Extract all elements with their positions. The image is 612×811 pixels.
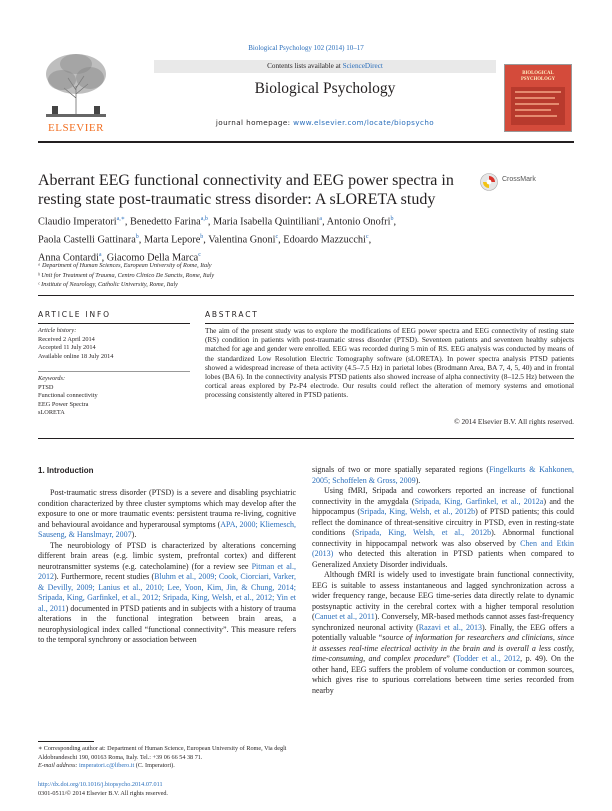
affiliations [38, 261, 574, 290]
accepted-date: Accepted 11 July 2014 [38, 344, 96, 351]
doi-link[interactable]: http://dx.doi.org/10.1016/j.biopsycho.2014.07.011 [38, 781, 163, 788]
text-run: The neurobiology of PTSD is characterized by alterations concerning different brain areas (e.g. limbic system, prefrontal cortex) and different neurotransmitter systems (e.g. catecholamine) (for a review see [38, 540, 296, 571]
citation-link[interactable]: Chen and Etkin (2013) [312, 538, 574, 558]
received-date: Received 2 April 2014 [38, 335, 95, 343]
text-run: ) and the hippocampus ( [312, 496, 574, 516]
author-name: Maria Isabella Quintiliani [213, 216, 320, 228]
text-run: Although fMRI is widely used to investigate brain functional connectivity, EEG is suitable to assess instantaneous and lagged synchronization across a wider frequency range, because EEG time-series data directly relate to dynamic postsynaptic activity in the cerebral cortex with a higher temporal resolution ( [312, 570, 574, 621]
header-divider [38, 141, 574, 143]
paragraph [312, 465, 574, 486]
citation-link[interactable]: Todder et al., 2012 [455, 654, 521, 663]
keyword-item: EEG Power Spectra [38, 400, 89, 408]
author-name: Marta Lepore [143, 234, 201, 246]
issn-line: 0301-0511/© 2014 Elsevier B.V. All rights reserved. [38, 789, 168, 797]
keyword-item: sLORETA [38, 409, 65, 416]
article-title [38, 171, 468, 209]
cover-title: BIOLOGICAL PSYCHOLOGY [520, 71, 556, 82]
divider [38, 295, 574, 296]
author-affiliation-mark[interactable]: c [198, 251, 201, 258]
text-run: ). [131, 530, 137, 539]
keywords [38, 375, 193, 418]
author-affiliation-mark[interactable]: b [390, 216, 394, 222]
divider [38, 371, 190, 372]
citation-link[interactable]: Pitman et al., 2012 [38, 561, 297, 581]
citation-link[interactable]: Sripada, King, Welsh, et al., 2012b [360, 507, 476, 516]
contents-prefix: Contents lists available at [267, 62, 343, 70]
crossmark-badge[interactable] [480, 173, 554, 193]
author-list: Claudio Imperatori$^{a,∗}$, Benedetto Farina$^{a,b}$, Maria Isabella Quintiliani$^a$, Antonio Onofri$^b$, Paola Castelli Gattinara$^b$, Marta Lepore$^b$, Valentina Gnoni$^c$, Edoardo Mazzucchi$^c$, Anna Contardi$^a$, Giacomo Della Marca$^c$ [38, 216, 397, 264]
divider [38, 323, 190, 324]
author-name: Antonio Onofri [326, 216, 391, 228]
keywords-label: Keywords: [38, 375, 66, 382]
journal-reference[interactable]: Biological Psychology 102 (2014) 10–17 [248, 44, 364, 52]
body-column-left [38, 488, 296, 646]
crossmark-label: CrossMark [502, 176, 536, 183]
keyword-item: Functional connectivity [38, 392, 98, 399]
citation-link[interactable]: Sripada, King, Garfinkel, et al., 2012a [414, 496, 544, 506]
paragraph [312, 570, 574, 696]
cover-art-icon [505, 65, 571, 131]
affiliation-item: ᶜ Institute of Neurology, Catholic University, Rome, Italy [38, 281, 178, 288]
author-name: Giacomo Della Marca [106, 252, 199, 264]
citation-link[interactable]: Razavi et al., 2013 [418, 622, 483, 632]
affiliation-item: ᵇ Unit for Treatment of Trauma, Centro Clinico De Sanctis, Rome, Italy [38, 271, 215, 279]
author-name: Valentina Gnoni [208, 234, 276, 246]
text-run: ). Furthermore, recent studies ( [54, 572, 155, 581]
elsevier-logo [38, 48, 114, 134]
text-run: ) documented in PTSD patients and in subjects with a history of trauma alterations in the functional integration between brain areas, a neurophysiological index called “functional connectivity”. This measure refers to the temporal synchrony or association between [38, 603, 296, 644]
text-run: who detected this alteration in PTSD patients when compared to Generalized Anxiety Disorder individuals. [312, 549, 574, 569]
email-suffix: (C. Imperatori). [134, 762, 175, 769]
author-affiliation-mark[interactable]: b [200, 233, 204, 240]
corresponding-author-footnote [38, 745, 296, 771]
citation-link[interactable]: Sripada, King, Welsh, et al., 2012b [354, 528, 492, 537]
contents-bar [154, 60, 496, 73]
section-heading-introduction: 1. Introduction [38, 466, 94, 475]
author-affiliation-mark[interactable]: a,b [200, 216, 208, 222]
sciencedirect-link[interactable]: ScienceDirect [342, 62, 383, 70]
article-title-line: Aberrant EEG functional connectivity and EEG power spectra in [38, 172, 454, 189]
text-run: ). [415, 475, 421, 485]
author-name: Edoardo Mazzucchi [283, 234, 366, 246]
journal-homepage [154, 118, 496, 127]
text-run: Using fMRI, Sripada and coworkers reported an increase of functional connectivity in the amygdala ( [312, 486, 574, 506]
homepage-link[interactable]: www.elsevier.com/locate/biopsycho [293, 118, 435, 127]
text-run: ). Abnormal functional connectivity in hippocampal network was also observed by [312, 528, 575, 548]
paragraph [38, 488, 296, 541]
author-affiliation-mark[interactable]: a [98, 251, 102, 258]
author-affiliation-mark[interactable]: b [135, 233, 139, 240]
footnote-divider [38, 741, 94, 742]
homepage-prefix: journal homepage: [215, 118, 294, 127]
crossmark-icon [480, 173, 498, 191]
author-name: Paola Castelli Gattinara [38, 234, 136, 246]
affiliation-item: ᵃ Department of Human Sciences, European University of Rome, Italy [38, 262, 212, 269]
author-name: Benedetto Farina [130, 216, 201, 228]
elsevier-tree-icon [38, 48, 114, 118]
author-affiliation-mark[interactable]: c [275, 233, 279, 240]
journal-header [154, 60, 496, 131]
author-affiliation-mark[interactable]: a [319, 216, 323, 222]
article-title-line: resting state post-traumatic stress disorder: A sLORETA study [38, 191, 436, 208]
citation-link[interactable]: Fingelkurts & Kahkonen, 2005; Schoffelen & Gross, 2009 [312, 465, 574, 485]
divider [38, 438, 574, 439]
history-label: Article history: [38, 327, 77, 334]
article-history [38, 327, 193, 361]
text-run: ). Conversely, MR-based methods cannot asses fast-frequency synchronized neuronal activity ( [312, 612, 574, 632]
journal-cover-thumbnail[interactable] [504, 64, 572, 132]
keyword-item: PTSD [38, 383, 54, 391]
author-name: Claudio Imperatori [38, 216, 117, 228]
citation-link[interactable]: Canuet et al., 2011 [314, 612, 375, 621]
citation-link[interactable]: Bluhm et al., 2009; Cook, Ciorciari, Varker, & Devilly, 2009; Lanius et al., 2010; Lee, Yoon, Kim, Jin, & Chung, 2014; Sripada, King, Garfinkel, et al., 2012; Sripada, King, Welsh, et al., 2012; Yin et al., 2011 [38, 572, 296, 613]
text-run: ). Finally, the EEG offers a potentially valuable “ [312, 622, 575, 642]
email-link[interactable]: imperatori.c@libero.it [79, 762, 135, 769]
abstract-heading: ABSTRACT [205, 310, 259, 319]
journal-title: Biological Psychology [254, 80, 396, 97]
divider [205, 323, 574, 324]
doi-block [38, 781, 296, 798]
paragraph [38, 541, 296, 646]
copyright-notice: © 2014 Elsevier B.V. All rights reserved. [454, 417, 574, 426]
elsevier-wordmark[interactable]: ELSEVIER [48, 122, 104, 134]
author-name: Anna Contardi [38, 252, 99, 264]
citation-link[interactable]: APA, 2000; Kliemesch, Sauseng, & Hanslmayr, 2007 [38, 519, 296, 539]
body-column-right [312, 465, 574, 696]
author-affiliation-mark[interactable]: c [365, 233, 369, 240]
paragraph [312, 486, 574, 570]
text-run: , p. 49). On the other hand, EEG suffers the problem of volume conduction or common sources, which gives rise to spurious correlations between time series recorded from nearby [312, 654, 574, 695]
quoted-text: source of information for researchers and clinicians, since it assesses real-time electrical activity in the brain and is overall a less costly, time-consuming, and complex procedure [312, 633, 574, 663]
author-affiliation-mark[interactable]: a,∗ [116, 216, 125, 222]
text-run: ) of PTSD patients; this could reflect the dominance of threat-sensitive circuitry in PTSD, even in resting-state conditions ( [312, 507, 575, 537]
online-date: Available online 18 July 2014 [38, 352, 114, 360]
footnote-text: ∗ Corresponding author at: Department of Human Science, European University of Rome, Via degli Aldobrandeschi 190, 00163 Roma, Italy. Tel.: +39 06 66 54 38 71. [38, 745, 287, 761]
abstract-text: The aim of the present study was to explore the modifications of EEG power spectra and EEG connectivity of resting state (RS) condition in patients with post-traumatic stress disorder (PTSD). Seventeen patients and seventeen healthy subjects matched for age and gender were enrolled. EEG was recorded during 5 min of RS. EEG analysis was conducted by means of the standardized Low Resolution Electric Tomography software (sLORETA). In power spectra analysis PTSD patients showed a widespread increase of theta activity (4.5–7.5 Hz) in parietal lobes (Brodmann Area, BA 7, 4, 5, 40) and in frontal lobes (BA 6). In the connectivity analysis PTSD patients also showed increase of alpha connectivity (8–12.5 Hz) between the cortical areas explored by Pz-P4 electrode. Our results could reflect the alteration of memory systems and emotional processing consistently altered in PTSD patients. [205, 326, 574, 400]
article-info-heading: ARTICLE INFO [38, 310, 111, 319]
email-label: E-mail address: [38, 762, 80, 769]
text-run: signals of two or more spatially separated regions ( [312, 465, 490, 474]
text-run: Post-traumatic stress disorder (PTSD) is a severe and disabling psychiatric condition characterized by three cluster symptoms which may develop after the exposure to one or more traumatic events: persistent trauma re-living, cognitive and behavioural avoidance and hyperarousal symptoms ( [38, 488, 296, 529]
text-run: ” ( [446, 654, 456, 663]
